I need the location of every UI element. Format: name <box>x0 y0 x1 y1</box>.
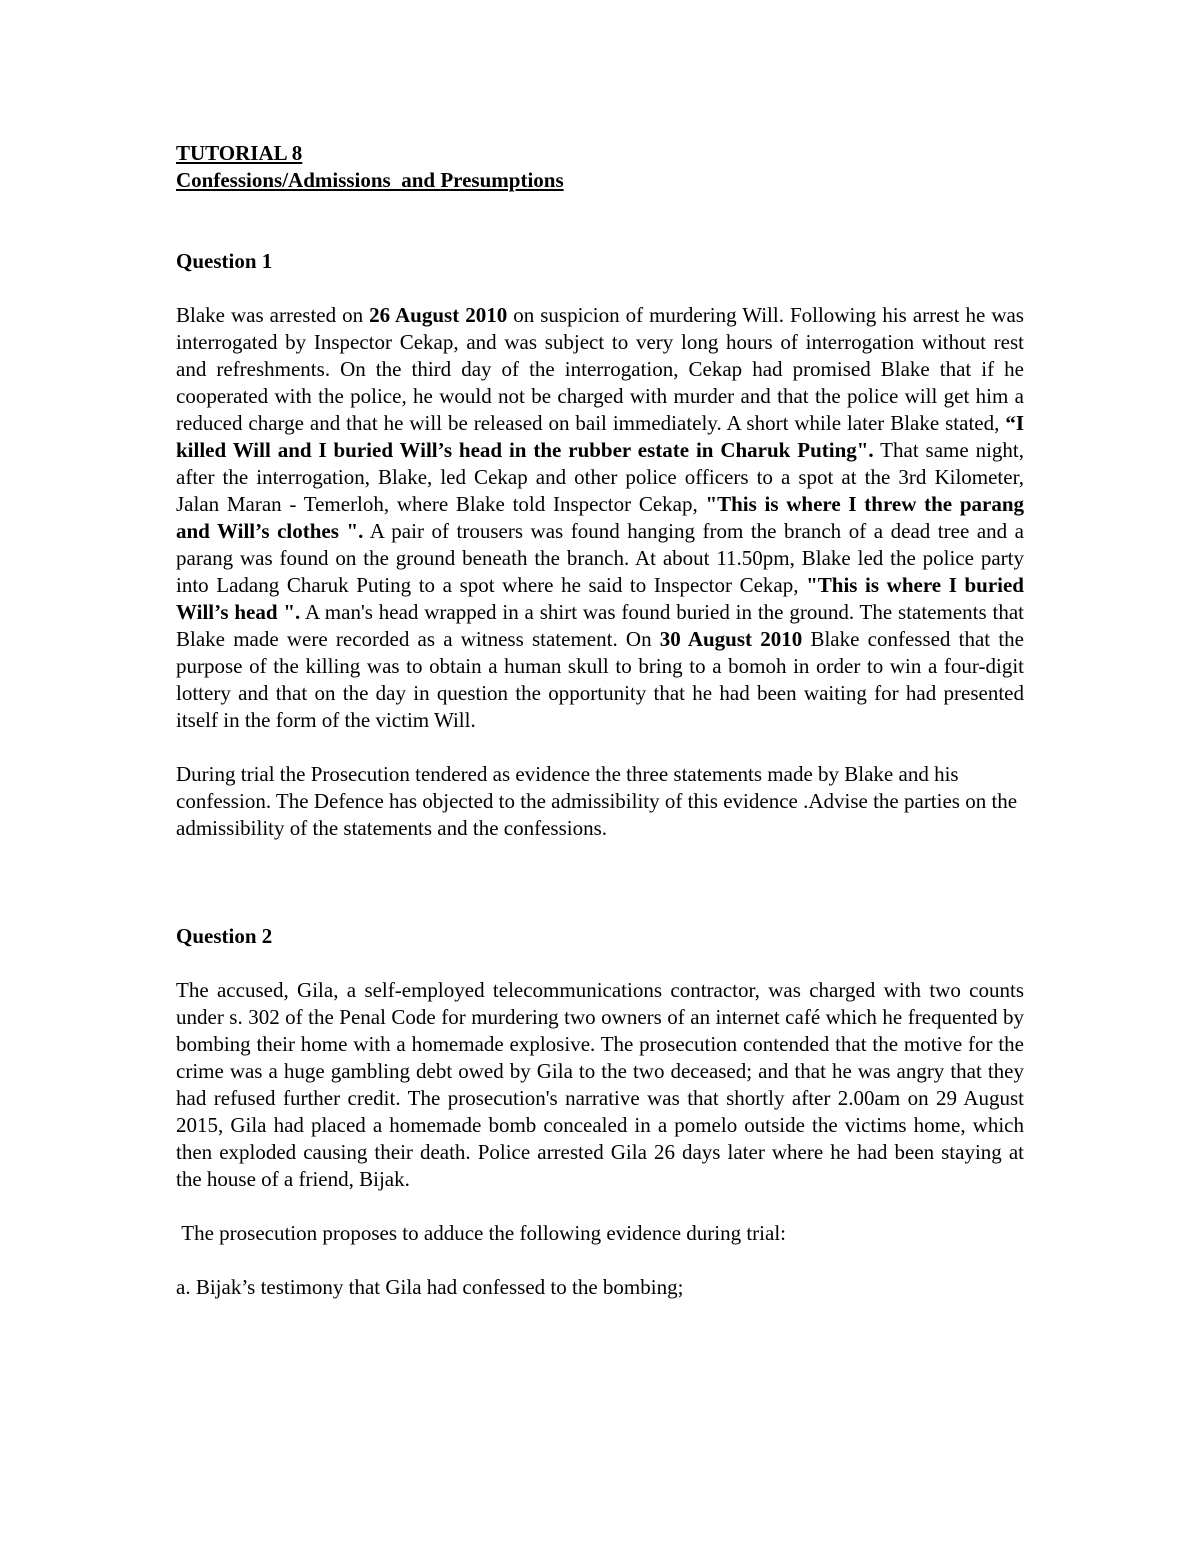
tutorial-title: TUTORIAL 8 <box>176 141 303 165</box>
spacer <box>176 1247 1024 1274</box>
text-run: Blake confessed that the purpose of the killing was to obtain a human skull to bring to a bomoh in order to win a four-digit lottery and that on the day in question the opportunity that he had been waiting for had presented itself in the form of the victim Will. <box>176 627 1024 732</box>
bold-quote-3: "This is where I buried Will’s head ". <box>176 573 1024 624</box>
spacer <box>176 194 1024 248</box>
spacer <box>176 275 1024 302</box>
question-2-paragraph-2: The prosecution proposes to adduce the following evidence during trial: <box>176 1221 786 1245</box>
question-2-heading: Question 2 <box>176 924 273 948</box>
text-run: on suspicion of murdering Will. Following his arrest he was interrogated by Inspector Cekap, and was subject to very long hours of interrogation without rest and refreshments. On the third day of the interrogation, Cekap had promised Blake that if he cooperated with the police, he would not be charged with murder and that the police will get him a reduced charge and that he will be released on bail immediately. A short while later Blake stated, <box>176 303 1024 435</box>
question-2-paragraph-1: The accused, Gila, a self-employed telecommunications contractor, was charged with two counts under s. 302 of the Penal Code for murdering two owners of an internet café which he frequented by bombing their home with a homemade explosive. The prosecution contended that the motive for the crime was a huge gambling debt owed by Gila to the two deceased; and that he was angry that they had refused further credit. The prosecution's narrative was that shortly after 2.00am on 29 August 2015, Gila had placed a homemade bomb concealed in a pomelo outside the victims home, which then exploded causing their death. Police arrested Gila 26 days later where he had been staying at the house of a friend, Bijak. <box>176 978 1024 1191</box>
bold-quote-2: "This is where I threw the parang and Will’s clothes ". <box>176 492 1024 543</box>
question-1-heading: Question 1 <box>176 249 273 273</box>
text-run: That same night, after the interrogation, Blake, led Cekap and other police officers to a spot at the 3rd Kilometer, Jalan Maran - Temerloh, where Blake told Inspector Cekap, <box>176 438 1024 516</box>
spacer <box>176 734 1024 761</box>
tutorial-subtitle: Confessions/Admissions and Presumptions <box>176 168 564 192</box>
bold-date-arrest: 26 August 2010 <box>369 303 508 327</box>
spacer <box>176 842 1024 923</box>
bold-date-confession: 30 August 2010 <box>659 627 803 651</box>
question-2-item-a: a. Bijak’s testimony that Gila had confessed to the bombing; <box>176 1275 684 1299</box>
document-page <box>176 140 1024 1301</box>
text-run: Blake was arrested on <box>176 303 370 327</box>
question-1-paragraph-1 <box>176 302 1024 734</box>
bold-quote-1: “I killed Will and I buried Will’s head in the rubber estate in Charuk Puting". <box>176 411 1024 462</box>
text-run: A pair of trousers was found hanging from the branch of a dead tree and a parang was found on the ground beneath the branch. At about 11.50pm, Blake led the police party into Ladang Charuk Puting to a spot where he said to Inspector Cekap, <box>176 519 1025 597</box>
text-run: A man's head wrapped in a shirt was found buried in the ground. The statements that Blake made were recorded as a witness statement. On <box>176 600 1024 651</box>
spacer <box>176 1193 1024 1220</box>
question-1-paragraph-2: During trial the Prosecution tendered as evidence the three statements made by Blake and his confession. The Defence has objected to the admissibility of this evidence .Advise the parties on the admissibility of the statements and the confessions. <box>176 762 1018 840</box>
spacer <box>176 950 1024 977</box>
